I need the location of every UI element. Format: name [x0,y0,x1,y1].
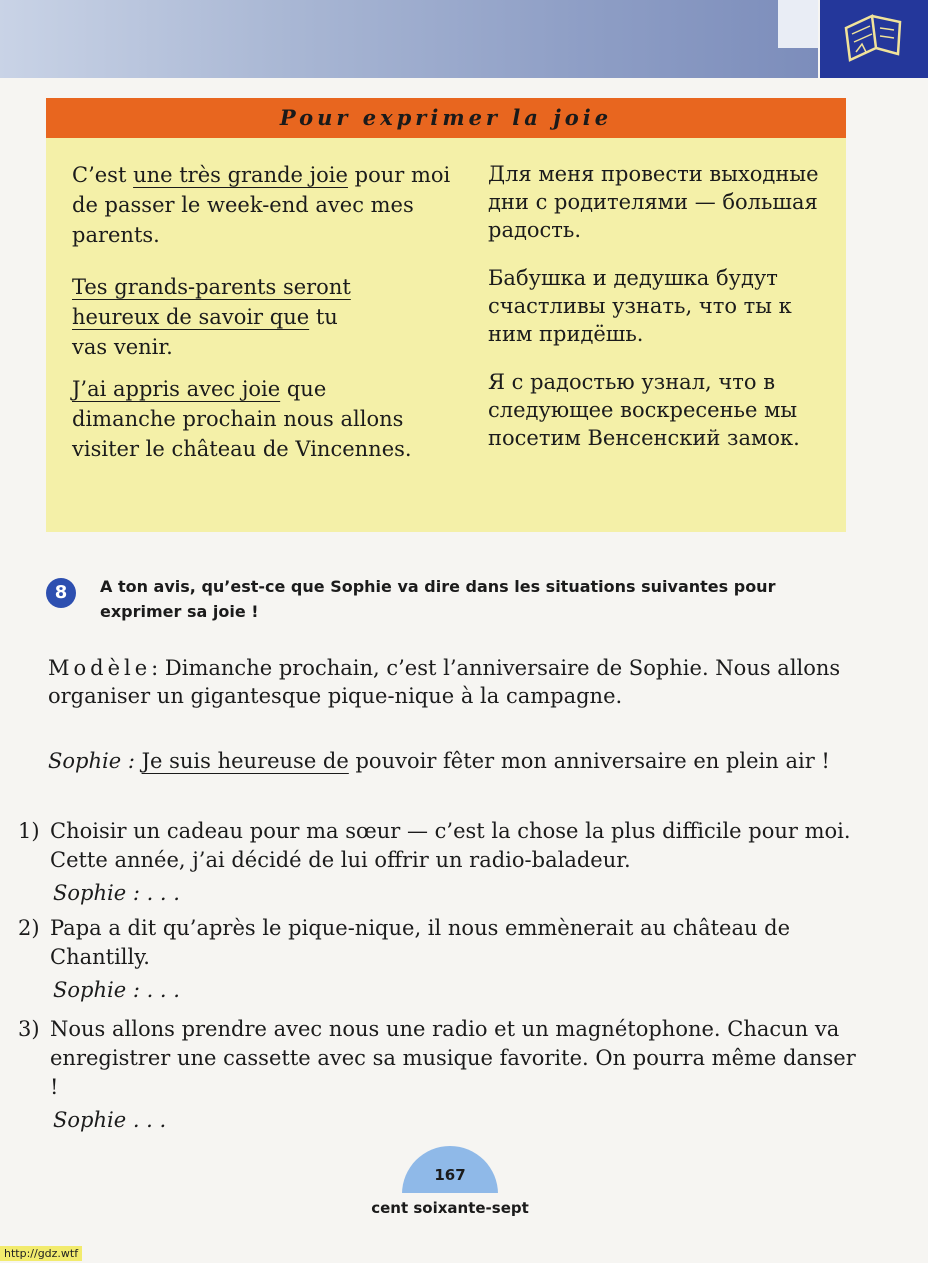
item-text: Nous allons prendre avec nous une radio et un magnétophone. Chacun va enregistrer une cassette avec sa musique favorite. On pourra même danser ! [50,1017,856,1099]
ru-phrase-1: Для меня провести выходные дни с родителями — большая радость. [488,162,819,242]
fr-phrase-2-key-a: Tes grands-parents seront [72,275,351,299]
item-reply: Sophie : . . . [53,978,180,1002]
fr-phrase-3: J’ai appris avec joie que dimanche prochain nous allons visiter le château de Vincennes. [72,377,412,461]
top-decorative-band [0,0,818,78]
book-icon [842,8,906,68]
ru-phrase-2: Бабушка и дедушка будут счастливы узнать, что ты к ним придёшь. [488,266,792,346]
item-number: 1) [18,819,40,843]
expressions-box [46,98,846,532]
model-paragraph [48,654,858,710]
item-number: 3) [18,1017,40,1041]
russian-column [488,160,833,464]
model-answer: Sophie : Je suis heureuse de pouvoir fêter mon anniversaire en plein air ! [48,749,830,773]
sophie-label: Sophie : [48,749,135,773]
page-number: 167 [434,1166,466,1184]
model-label: Modèle [48,656,152,680]
ru-phrase-3: Я с радостью узнал, что в следующее воскресенье мы посетим Венсенский замок. [488,370,800,450]
exercise-item [18,1015,858,1135]
fr-phrase-2-key-b: heureux de savoir que [72,305,310,329]
box-title: Pour exprimer la joie [46,98,846,138]
model-answer-key: Je suis heureuse de [141,749,349,773]
exercise-number-badge: 8 [46,578,76,608]
french-column [72,160,452,476]
item-reply: Sophie : . . . [53,881,180,905]
exercise-item [18,914,858,1005]
exercise-item [18,817,858,908]
fr-phrase-2: Tes grands-parents seront heureux de savoir que tu vas venir. [72,275,351,359]
fr-phrase-1: C’est une très grande joie pour moi de passer le week-end avec mes parents. [72,163,451,247]
item-reply: Sophie . . . [53,1108,167,1132]
exercise-instruction: A ton avis, qu’est-ce que Sophie va dire dans les situations suivantes pour exprimer sa joie ! [100,577,776,621]
fr-phrase-1-key: une très grande joie [133,163,348,187]
item-text: Choisir un cadeau pour ma sœur — c’est la chose la plus difficile pour moi. Cette année, j’ai décidé de lui offrir un radio-baladeur. [50,819,851,872]
model-text: : Dimanche prochain, c’est l’anniversaire de Sophie. Nous allons organiser un gigantesque pique-nique à la campagne. [48,656,841,708]
page-number-words: cent soixante-sept [371,1199,529,1217]
fr-phrase-3-key: J’ai appris avec joie [72,377,281,401]
watermark-link[interactable]: http://gdz.wtf [0,1246,82,1261]
item-number: 2) [18,916,40,940]
corner-logo-box [820,0,928,78]
item-text: Papa a dit qu’après le pique-nique, il nous emmènerait au château de Chantilly. [50,916,791,969]
